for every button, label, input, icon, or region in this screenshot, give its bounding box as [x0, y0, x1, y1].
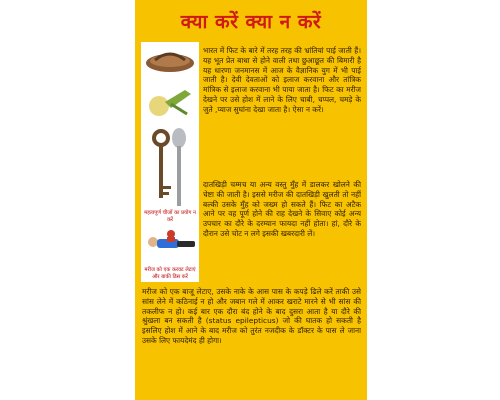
info-card — [135, 0, 367, 400]
spoon-and-key-image — [141, 126, 199, 210]
onion-image — [141, 84, 199, 120]
paragraph-1: भारत में फिट के बारे में तरह तरह की भ्रांतियां पाई जाती हैं। यह भूत प्रेत बाधा से होने वाली तथा छुआछूत की बिमारी है यह धारणा जनमानस में आज के वैज्ञानिक युग में भी पाई जाती है। देवी देवताओं को इलाज करवाना और तांत्रिक मांत्रिक से इलाज करवाना भी पाया जाता है। फिट का मरीज देखने पर उसे होश में लाने के लिए चाबी, चप्पल, चमड़े के जुते ,प्याज सुघांना देखा जाता है। ऐसा न करें। — [203, 46, 361, 114]
page-title: क्या करें क्या न करें — [180, 11, 322, 33]
paragraph-2: दातखिड़ी चम्मच या अन्य वस्तु मुँह में डालकर खोलने की चेष्टा की जाती है। इससे मरीज की दातखिड़ी खुलती तो नहीं बल्की उसके मुँह को जख्म हो सकते हैं। फिट का अटैक आने पर वह पूर्ण होने की राह देखने के सिवाए कोई अन्य उपचार का दौरे के दरम्यान फायदा नहीं होता। हां, दौरे के दौरान उसे चोट न लगे इसकी खबरदारी लें। — [203, 180, 361, 238]
illustration-panel — [141, 42, 199, 282]
image-caption-1: महत्वपूर्ण चीजों का प्रयोग न करें — [144, 210, 196, 223]
person-lying-image — [141, 228, 199, 264]
paragraph-3: मरीज को एक बाजू लेटाए, उसके नाके के आस पास के कपड़े ढिले करें ताकी उसे सांस लेने में कठिनाई न हो और जबान गले में आकर खराटे मारने से भी सांस की तकलीफ न हो। कई बार एक दौरा बंद होने के बाद दुसरा आता है या दौरे की श्रुंखला बन सकती है (status epilepticus) जो की घातक हो सकती है इसलिए होश में आने के बाद मरीज को तुरंत नजदीक के डॉक्टर के पास ले जाना उसके लिए फायदेमंद ही होगा। — [142, 287, 361, 345]
image-caption-2: मरीज को एक करवट लेटाएं और बाकी डिस करें — [144, 267, 196, 280]
sandal-image — [141, 46, 199, 76]
